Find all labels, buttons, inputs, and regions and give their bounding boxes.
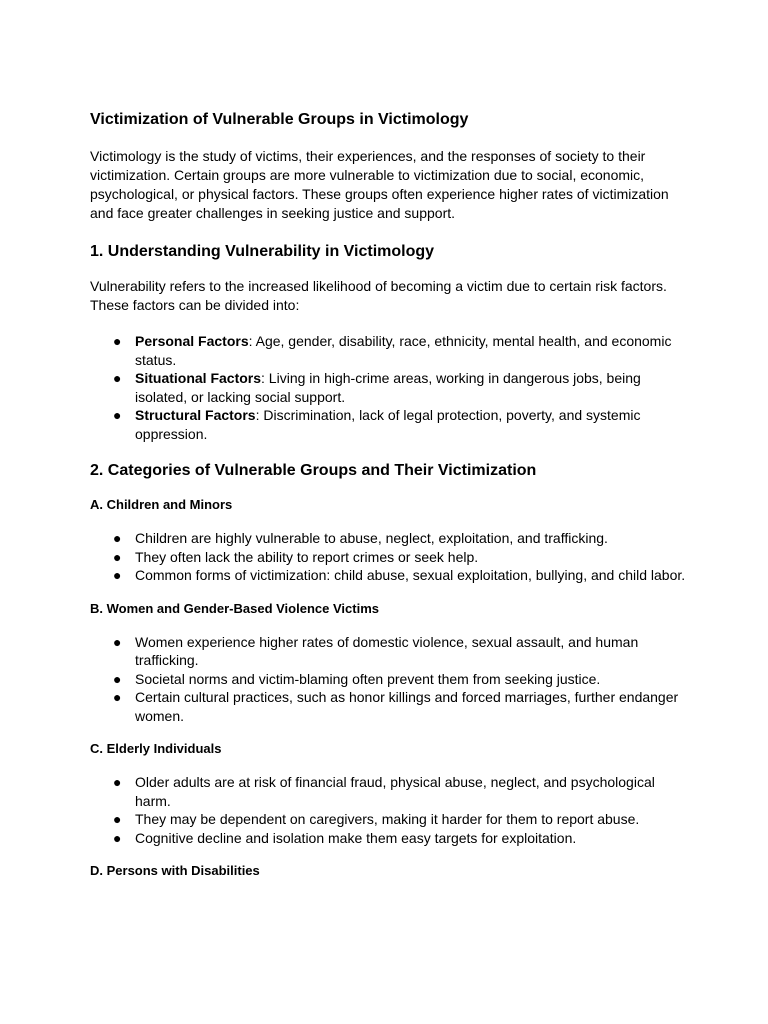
list-item-text: Children are highly vulnerable to abuse, neglect, exploitation, and trafficking.: [135, 530, 608, 546]
list-item: [90, 633, 690, 670]
bullet-icon: ●: [113, 774, 122, 790]
list-item-text: Cognitive decline and isolation make them easy targets for exploitation.: [135, 829, 577, 846]
section-1-intro: Vulnerability refers to the increased likelihood of becoming a victim due to certain risk factors. These factors can be divided into:: [90, 278, 667, 313]
list-item: [90, 773, 690, 810]
document-title: Victimization of Vulnerable Groups in Victimology: [90, 111, 469, 128]
bullet-icon: ●: [113, 633, 122, 650]
factor-text: : Discrimination, lack of legal protection, poverty, and systemic oppression.: [135, 407, 641, 442]
list-item: [90, 829, 690, 848]
list-item: [90, 810, 690, 829]
list-item-text: They often lack the ability to report crimes or seek help.: [135, 548, 479, 565]
category-heading: D. Persons with Disabilities: [90, 863, 260, 878]
factor-text: : Age, gender, disability, race, ethnicity, mental health, and economic status.: [135, 333, 672, 368]
category-heading: B. Women and Gender-Based Violence Victims: [90, 600, 379, 616]
category-list: [90, 633, 690, 726]
factor-list: [90, 332, 690, 443]
list-item-text: Older adults are at risk of financial fraud, physical abuse, neglect, and psychological harm.: [135, 774, 655, 809]
factor-text: : Living in high-crime areas, working in dangerous jobs, being isolated, or lacking social support.: [135, 370, 641, 405]
category-heading: C. Elderly Individuals: [90, 741, 222, 756]
list-item-text: Women experience higher rates of domestic violence, sexual assault, and human trafficking.: [135, 633, 639, 668]
bullet-icon: ●: [113, 370, 122, 386]
list-item-text: Societal norms and victim-blaming often prevent them from seeking justice.: [135, 670, 601, 687]
bullet-icon: ●: [113, 567, 122, 583]
section-2-heading: 2. Categories of Vulnerable Groups and Their Victimization: [90, 462, 537, 479]
bullet-icon: ●: [113, 407, 122, 423]
section-1-heading: 1. Understanding Vulnerability in Victimology: [90, 243, 435, 260]
category-heading: A. Children and Minors: [90, 497, 233, 512]
list-item: [90, 369, 690, 406]
bullet-icon: ●: [113, 829, 122, 846]
bullet-icon: ●: [113, 530, 122, 546]
factor-term: Structural Factors: [135, 407, 256, 423]
list-item: [90, 529, 690, 548]
list-item-text: They may be dependent on caregivers, making it harder for them to report abuse.: [135, 811, 640, 827]
list-item: [90, 406, 690, 443]
bullet-icon: ●: [113, 333, 122, 349]
bullet-icon: ●: [113, 670, 122, 687]
bullet-icon: ●: [113, 811, 122, 827]
list-item: [90, 332, 690, 369]
factor-term: Personal Factors: [135, 333, 249, 349]
list-item: [90, 670, 690, 689]
bullet-icon: ●: [113, 689, 122, 705]
list-item-text: Common forms of victimization: child abuse, sexual exploitation, bullying, and child labor.: [135, 567, 686, 583]
list-item-text: Certain cultural practices, such as honor killings and forced marriages, further endanger women.: [135, 689, 679, 724]
list-item: [90, 566, 690, 585]
list-item: [90, 688, 690, 725]
category-list: [90, 773, 690, 847]
factor-term: Situational Factors: [135, 370, 262, 386]
bullet-icon: ●: [113, 548, 122, 565]
category-list: [90, 529, 690, 585]
list-item: [90, 548, 690, 567]
intro-paragraph: Victimology is the study of victims, their experiences, and the responses of society to their victimization. Certain groups are more vulnerable to victimization due to social, economic, psychological, or physical factors. These groups often experience higher rates of victimization and face greater challenges in seeking justice and support.: [90, 148, 669, 221]
document-page: [90, 110, 690, 895]
